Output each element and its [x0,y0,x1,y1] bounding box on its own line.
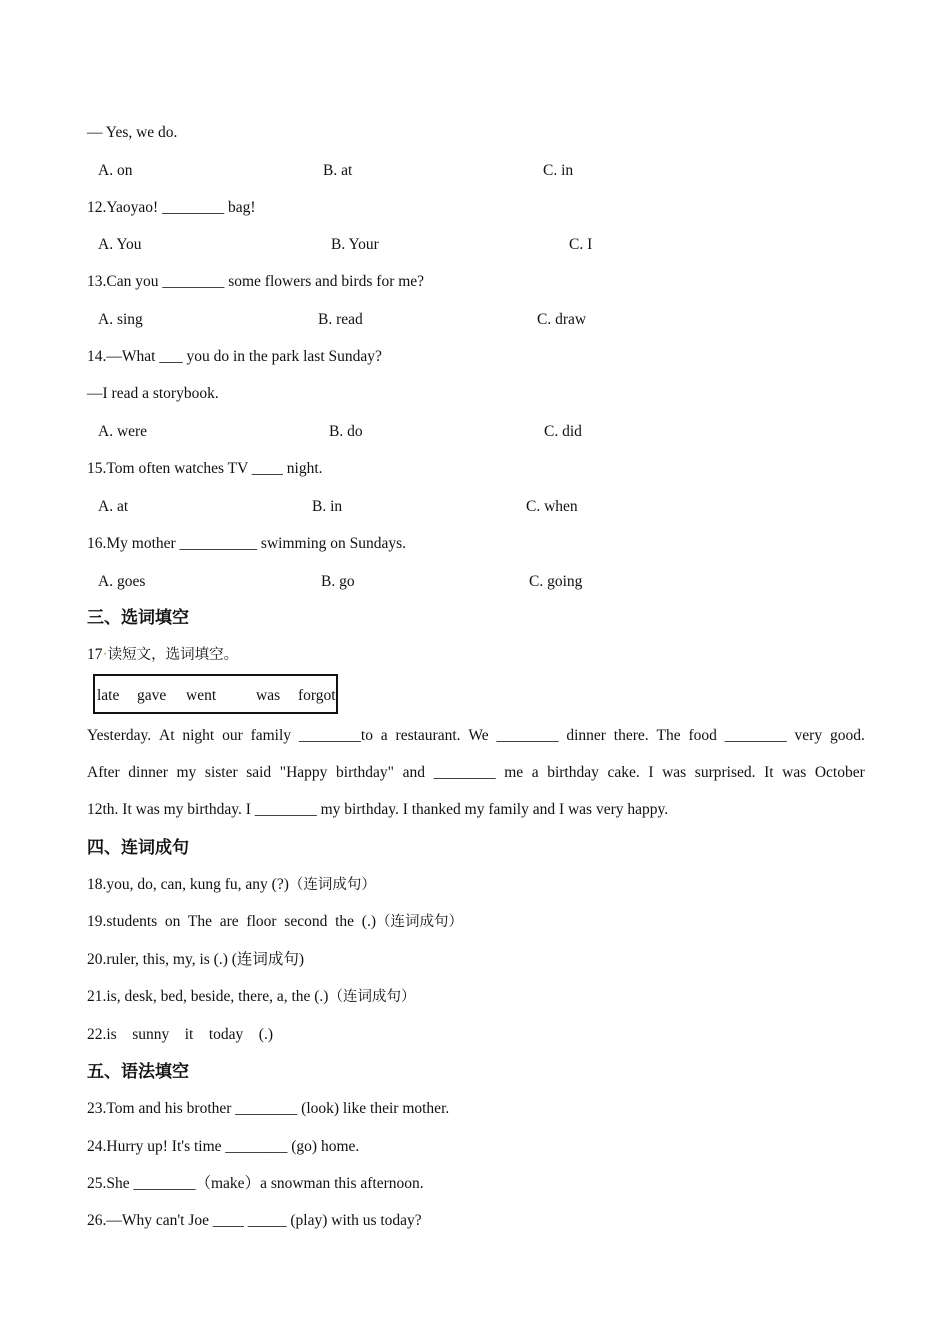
q14-option-a: A. were [98,423,148,440]
q17-number: 17 [87,646,103,663]
q15-stem: 15.Tom often watches TV ____ night. [87,460,323,477]
passage-word: Yesterday. [87,727,152,744]
passage-word: my [176,764,197,781]
passage-word: ________ [724,727,787,744]
q18-note: （连词成句） [288,877,376,893]
passage-word: We [468,727,489,744]
section3-heading: 三、选词填空 [87,608,189,628]
q14-option-b: B. do [329,423,363,440]
q18 [87,875,376,895]
passage-word: October [814,764,865,781]
passage-word: dinner [128,764,168,781]
q19-text: 19.students on The are floor second the (.) [87,913,376,930]
passage-word: very [794,727,823,744]
passage-word: was [782,764,807,781]
passage-word: cake. [607,764,640,781]
passage-word: there. [613,727,649,744]
passage-word: restaurant. [395,727,461,744]
q19-note: （连词成句） [375,914,463,930]
passage-word: The [656,727,681,744]
passage-word: me [504,764,524,781]
q21-note: （连词成句） [328,989,416,1005]
passage-word: It [764,764,774,781]
q18-text: 18.you, do, can, kung fu, any (?) [87,876,289,893]
q25: 25.She ________（make）a snowman this afternoon. [87,1175,424,1192]
passage-word: and [402,764,425,781]
passage-line-1 [87,726,865,746]
word-bank-item: went [186,687,217,704]
passage-word: a [380,727,388,744]
passage-word: dinner [566,727,606,744]
q22-text: 22.is sunny it today (.) [87,1026,273,1043]
passage-word: "Happy [279,764,328,781]
passage-word: birthday" [336,764,395,781]
passage-word: birthday [547,764,599,781]
q15-option-a: A. at [98,498,129,515]
passage-word: ________to [298,727,373,744]
q11-option-c: C. in [543,162,574,179]
q16-option-b: B. go [321,573,355,590]
section4-heading: 四、连词成句 [87,838,189,858]
passage-word: sister [204,764,238,781]
q16-option-c: C. going [529,573,583,590]
q16-option-a: A. goes [98,573,146,590]
word-bank-item: forgot [298,687,336,704]
q11-answer-line: — Yes, we do. [87,124,178,141]
passage-word: our [222,727,243,744]
section5-heading: 五、语法填空 [87,1062,189,1082]
q13-option-c: C. draw [537,311,587,328]
word-bank-box [93,674,338,714]
q14-option-c: C. did [544,423,582,440]
q11-option-b: B. at [323,162,353,179]
passage-word: I [648,764,654,781]
q12-option-c: C. I [569,236,593,253]
passage-word: surprised. [694,764,756,781]
passage-word: ________ [496,727,559,744]
q19 [87,912,463,932]
passage-word: good. [829,727,865,744]
q14-stem: 14.—What ___ you do in the park last Sunday? [87,348,382,365]
word-bank-item: gave [137,687,167,704]
passage-line-2 [87,763,865,783]
q20-text: 20.ruler, this, my, is (.) (连词成句) [87,951,305,968]
q12-option-b: B. Your [331,236,379,253]
word-bank-item: was [256,687,281,704]
passage-word: family [250,727,292,744]
q15-option-b: B. in [312,498,343,515]
q14-answer-line: —I read a storybook. [87,385,219,402]
q17-instruction-line [87,645,238,665]
passage-word: a [531,764,539,781]
passage-word: food [688,727,717,744]
passage-line-3: 12th. It was my birthday. I ________ my birthday. I thanked my family and I was very happy. [87,801,669,818]
word-bank-item: late [97,687,120,704]
q12-option-a: A. You [98,236,142,253]
q15-option-c: C. when [526,498,578,515]
q26: 26.—Why can't Joe ____ _____ (play) with us today? [87,1212,422,1229]
q17-instruction: 读短文，选词填空。 [107,647,239,663]
q17-dot: · [102,646,108,663]
q20 [87,950,304,970]
q13-option-b: B. read [318,311,363,328]
q12-stem: 12.Yaoyao! ________ bag! [87,199,256,216]
passage-word: ________ [433,764,496,781]
q23: 23.Tom and his brother ________ (look) like their mother. [87,1100,450,1117]
passage-word: After [87,764,120,781]
q21 [87,987,415,1007]
q11-option-a: A. on [98,162,133,179]
passage-word: was [662,764,687,781]
q21-text: 21.is, desk, bed, beside, there, a, the (.) [87,988,329,1005]
q22 [87,1025,273,1045]
passage-word: At [159,727,175,744]
q24: 24.Hurry up! It's time ________ (go) home. [87,1138,360,1155]
q13-stem: 13.Can you ________ some flowers and birds for me? [87,273,425,290]
q16-stem: 16.My mother __________ swimming on Sundays. [87,535,407,552]
passage-word: said [246,764,272,781]
passage-word: night [182,727,215,744]
q13-option-a: A. sing [98,311,143,328]
